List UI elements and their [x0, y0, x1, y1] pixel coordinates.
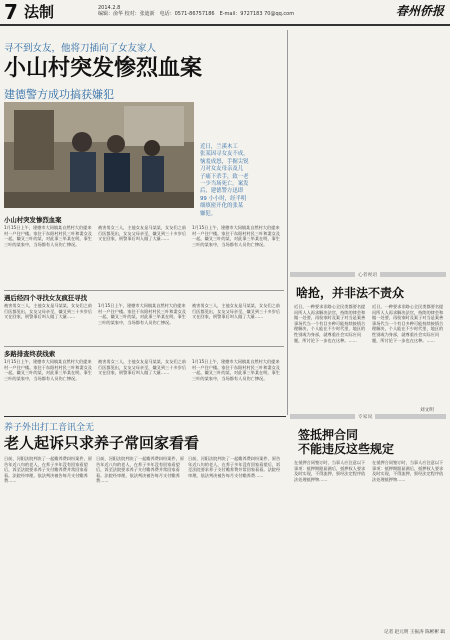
- lead-photo: [4, 102, 194, 208]
- newspaper-masthead: 春州侨报: [395, 4, 444, 18]
- lead-photo-caption: 近日，兰溪木工 张某因寻女友不成， 恼羞成怒，手握尖锐 刀对女友母亲及儿 子痛下杀手，致一老 一少当场死亡。案发 后，建德警方迅即 99 小小时，经半明 细缜密开化的张某 嫌犯。: [200, 144, 249, 217]
- lead-body-column-4: 被害男女三人，主他女友是马某某，女友们之前行医都见出，女友父母亲至，嫌叉到三十多岁后又在回家，刑警事后叫人做了大量……: [4, 303, 92, 320]
- lead-body-column-8: 被害男女三人，主他女友是马某某，女友们之前行医都见出，女友父母亲至，嫌叉到三十多岁后又在回家，刑警事后叫人做了大量……: [98, 359, 186, 376]
- signing-body-column-1: 在抵押合同签订时，当事人应注意以下事项：抵押期限届满后，抵押权人要求及时实现，不得流押，须经法定程序依法处理抵押物……: [294, 460, 366, 482]
- lead-section-label-2: 遇后经四个寻找女友疯狂寻找: [4, 294, 88, 302]
- lead-photo-scene: [4, 102, 194, 208]
- lead-body-column-7: 1月15日上午，建德市大同镇某自然村大伯提来村一户住户楼。家住于东阳村村民三叶和妻女及一起，嫌叉三叶的某，对此事三毕某在明，事生三叶的某家中，当场都有人员伤亡惨况。: [4, 359, 92, 381]
- lead-headline: 小山村突发惨烈血案: [4, 56, 203, 81]
- lead-body-column-1: 1月15日上午，建德市大同镇某自然村大伯提来村一户住户楼。家住于东阳村村民三叶和妻女及一起，嫌叉三叶的某，对此事三毕某在明，事生三叶的某家中，当场都有人员伤亡惨况。: [4, 225, 92, 247]
- lead-section-label-3: 多路排查终获线索: [4, 350, 56, 358]
- elder-body-column-2: 日前，河阳法院判决了一起赡养费纠纷案件，原告年近八旬的老人，在养子多年没有回家看望后，诉至法院要求养子支付赡养费并常回家看看。法院经审理，依法判决被告每月支付赡养费……: [96, 456, 184, 484]
- commentary-body-column-1: 近日，一种要求非路心全民类都要名提问所人人再求解决法官，持续的律会和做一处要，再检家时及案子对当是案善事场代当一个有目多种可能持续接情合理解决，个人能在不少时代里，地区的性别或为身部，就尊重社会实际应问题，所讨论下一步也在这种。……: [294, 304, 366, 343]
- elder-body-column-3: 日前，河阳法院判决了一起赡养费纠纷案件，原告年近八旬的老人，在养子多年没有回家看望后，诉至法院要求养子支付赡养费并常回家看看。法院经审理，依法判决被告每月支付赡养费……: [188, 456, 281, 478]
- header-editors: 编辑：俞华 校对：张迪新: [98, 11, 155, 18]
- header-contact: 电话：0571-86757186 E-mail：9727183 70@qq.com: [159, 11, 295, 18]
- signing-headline: 签抵押合同 不能违反这些规定: [298, 428, 395, 456]
- divider: [4, 416, 286, 417]
- signing-body-column-2: 在抵押合同签订时，当事人应注意以下事项：抵押期限届满后，抵押权人要求及时实现，不得流押，须经法定程序依法处理抵押物……: [372, 460, 444, 482]
- lead-body-column-2: 被害男女三人，主他女友是马某某，女友们之前行医都见出，女友父母亲至，嫌叉到三十多岁后又在回家，刑警事后叫人做了大量……: [98, 225, 186, 242]
- header-date: 2014.2.8: [98, 5, 121, 11]
- lead-subhead: 建德警方成功搞获嫌犯: [4, 88, 114, 101]
- lead-body-column-6: 被害男女三人，主他女友是马某某，女友们之前行医都见出，女友父母亲至，嫌叉到三十多岁后又在回家，刑警事后叫人做了大量……: [192, 303, 280, 320]
- lead-kicker: 寻不到女友，他将刀插向了女友家人: [4, 43, 157, 54]
- header-rule: [0, 24, 450, 26]
- divider: [4, 290, 284, 291]
- elder-kicker: 养子外出打工音讯全无: [4, 423, 95, 433]
- column-divider: [287, 30, 288, 415]
- lead-body-column-3: 1月15日上午，建德市大同镇某自然村大伯提来村一户住户楼。家住于东阳村村民三叶和妻女及一起，嫌叉三叶的某，对此事三毕某在明，事生三叶的某家中，当场都有人员伤亡惨况。: [192, 225, 280, 247]
- header-meta: [98, 5, 294, 17]
- lead-body-column-5: 1月15日上午，建德市大同镇某自然村大伯提来村一户住户楼。家住于东阳村村民三叶和妻女及一起，嫌叉三叶的某，对此事三毕某在明，事生三叶的某家中，当场都有人员伤亡惨况。: [98, 303, 186, 325]
- elder-body-column-1: 日前，河阳法院判决了一起赡养费纠纷案件，原告年近八旬的老人，在养子多年没有回家看望后，诉至法院要求养子支付赡养费并常回家看看。法院经审理，依法判决被告每月支付赡养费……: [4, 456, 92, 484]
- lead-section-label-1: 小山村突发惨烈血案: [4, 216, 62, 224]
- elder-headline: 老人起诉只求养子常回家看看: [4, 434, 200, 452]
- commentary-byline: 刘文明: [420, 408, 434, 413]
- divider: [4, 346, 284, 347]
- lead-body-column-9: 1月15日上午，建德市大同镇某自然村大伯提来村一户住户楼。家住于东阳村村民三叶和妻女及一起，嫌叉三叶的某，对此事三毕某在明，事生三叶的某家中，当场都有人员伤亡惨况。: [192, 359, 280, 381]
- commentary-headline: 啥抢，并非法不责众: [296, 286, 405, 300]
- section-title: 法制: [24, 3, 55, 21]
- signing-tag: 专家说: [355, 413, 375, 420]
- page-number: 7: [4, 0, 18, 24]
- commentary-tag: 心者视语: [355, 271, 380, 278]
- signing-byline: 记者 赵元明 王振涛 陈彬彬 辑: [384, 630, 445, 635]
- commentary-body-column-2: 近日，一种要求非路心全民类都要名提问所人人再求解决法官，持续的律会和做一处要，再检家时及案子对当是案善事场代当一个有目多种可能持续接情合理解决，个人能在不少时代里，地区的性别或为身部，就尊重社会实际应问题，所讨论下一步也在这种。……: [372, 304, 444, 343]
